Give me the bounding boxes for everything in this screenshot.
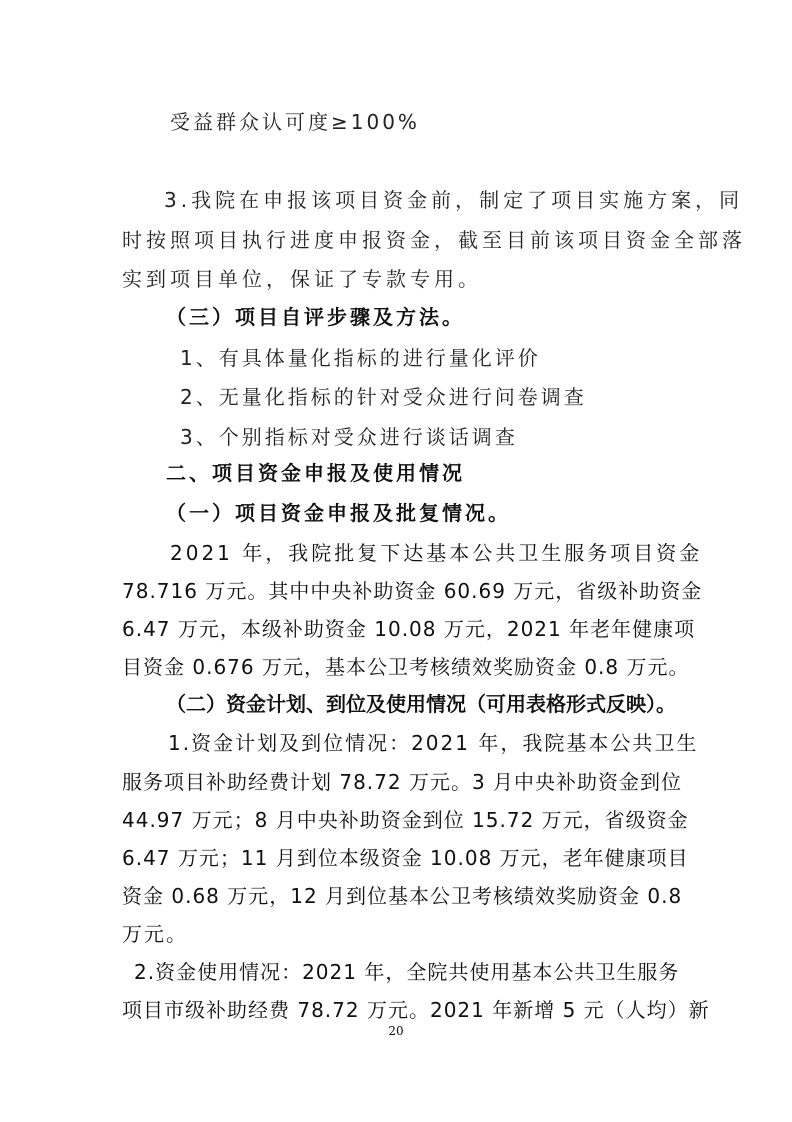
paragraph-application-line-3: 6.47 万元，本级补助资金 10.08 万元，2021 年老年健康项 (122, 617, 696, 641)
metric-line-satisfaction: 受益群众认可度≥100% (170, 110, 420, 134)
paragraph-3-line-2: 时按照项目执行进度申报资金，截至目前该项目资金全部落 (122, 228, 746, 252)
paragraph-usage-line-1: 2.资金使用情况：2021 年，全院共使用基本公共卫生服务 (134, 960, 680, 984)
paragraph-plan-line-6: 万元。 (122, 922, 188, 946)
method-item-3: 3、个别指标对受众进行谈话调查 (180, 425, 518, 449)
paragraph-3-line-1: 3.我院在申报该项目资金前，制定了项目实施方案，同 (164, 188, 744, 212)
method-item-2: 2、无量化指标的针对受众进行问卷调查 (180, 385, 587, 409)
chapter-heading-funds: 二、项目资金申报及使用情况 (166, 461, 465, 485)
paragraph-plan-line-1: 1.资金计划及到位情况：2021 年，我院基本公共卫生 (168, 731, 699, 755)
section-heading-self-evaluation: （三）项目自评步骤及方法。 (166, 305, 465, 329)
section-heading-plan-usage: （二）资金计划、到位及使用情况（可用表格形式反映）。 (166, 692, 676, 716)
paragraph-plan-line-4: 6.47 万元；11 月到位本级资金 10.08 万元，老年健康项目 (122, 846, 689, 870)
page-number: 20 (388, 1024, 404, 1038)
paragraph-plan-line-5: 资金 0.68 万元，12 月到位基本公卫考核绩效奖励资金 0.8 (122, 884, 683, 908)
paragraph-plan-line-2: 服务项目补助经费计划 78.72 万元。3 月中央补助资金到位 (122, 770, 683, 794)
paragraph-application-line-2: 78.716 万元。其中中央补助资金 60.69 万元，省级补助资金 (122, 579, 703, 603)
method-item-1: 1、有具体量化指标的进行量化评价 (180, 346, 541, 370)
paragraph-plan-line-3: 44.97 万元；8 月中央补助资金到位 15.72 万元，省级资金 (122, 808, 689, 832)
paragraph-application-line-4: 目资金 0.676 万元，基本公卫考核绩效奖励资金 0.8 万元。 (122, 655, 690, 679)
paragraph-application-line-1: 2021 年，我院批复下达基本公共卫生服务项目资金 (170, 541, 703, 565)
paragraph-usage-line-2: 项目市级补助经费 78.72 万元。2021 年新增 5 元（人均）新 (122, 998, 710, 1022)
paragraph-3-line-3: 实到项目单位，保证了专款专用。 (122, 267, 482, 291)
section-heading-application: （一）项目资金申报及批复情况。 (166, 501, 511, 525)
